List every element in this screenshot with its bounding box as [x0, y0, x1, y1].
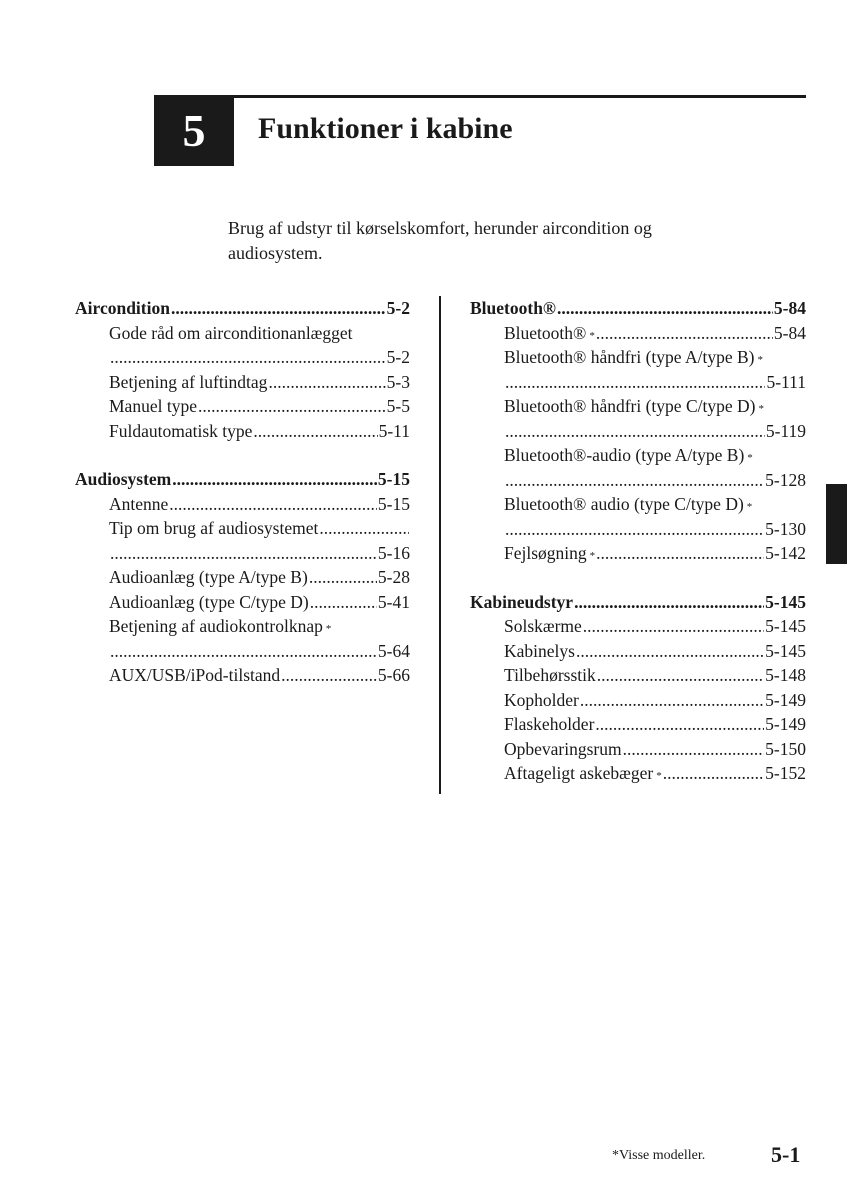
toc-entry-label: Manuel type	[109, 396, 197, 416]
toc-entry-label: Bluetooth® håndfri (type A/type B)	[504, 347, 755, 367]
dot-leader	[505, 468, 764, 493]
toc-section-bluetooth	[470, 296, 806, 566]
toc-left-column	[75, 296, 410, 712]
toc-page-ref: 5-3	[386, 371, 410, 392]
dot-leader	[110, 541, 377, 566]
dot-leader	[171, 296, 386, 321]
toc-entry-label: Opbevaringsrum	[504, 738, 622, 759]
toc-heading[interactable]	[75, 296, 410, 321]
toc-entry-label: Kopholder	[504, 689, 579, 710]
toc-entry[interactable]	[75, 541, 410, 566]
dot-leader	[169, 492, 377, 517]
dot-leader	[576, 639, 764, 664]
chapter-title: Funktioner i kabine	[258, 112, 513, 145]
toc-page-ref: 5-119	[765, 420, 806, 441]
dot-leader	[198, 394, 386, 419]
toc-page-ref: 5-16	[377, 542, 410, 563]
toc-entry-label: Kabineudstyr	[470, 591, 574, 612]
column-divider	[439, 296, 441, 794]
toc-page-ref: 5-128	[765, 469, 806, 490]
toc-entry-label: Bluetooth®	[470, 298, 556, 318]
dot-leader	[663, 761, 764, 786]
dot-leader	[309, 565, 377, 590]
toc-entry[interactable]: Bluetooth® håndfri (type A/type B) *	[470, 345, 806, 370]
toc-right-column	[470, 296, 806, 810]
toc-page-ref: 5-130	[765, 518, 806, 539]
toc-entry-label: Solskærme	[504, 616, 582, 636]
dot-leader	[110, 639, 377, 664]
dot-leader	[505, 517, 764, 542]
toc-entry[interactable]	[75, 516, 410, 541]
dot-leader	[310, 590, 377, 615]
toc-entry[interactable]	[75, 345, 410, 370]
toc-entry[interactable]	[75, 590, 410, 615]
toc-entry-label: Audioanlæg (type C/type D)	[109, 591, 309, 612]
toc-entry-label: Audioanlæg (type A/type B)	[109, 567, 308, 587]
toc-entry[interactable]	[75, 492, 410, 517]
toc-entry[interactable]: Fejlsøgning * ..... 5-142	[470, 541, 806, 566]
chapter-number-box	[154, 95, 234, 166]
toc-entry[interactable]	[470, 663, 806, 688]
toc-entry[interactable]	[470, 712, 806, 737]
toc-entry[interactable]: Bluetooth® audio (type C/type D) *	[470, 492, 806, 517]
toc-page-ref: 5-145	[765, 591, 806, 612]
toc-page-ref: 5-84	[773, 298, 806, 318]
dot-leader	[596, 321, 773, 346]
toc-entry-label: Fuldautomatisk type	[109, 420, 253, 441]
dot-leader	[110, 345, 386, 370]
toc-entry-label: Tilbehørsstik	[504, 665, 596, 685]
toc-page-ref: 5-15	[377, 469, 410, 489]
toc-entry[interactable]: Aftageligt askebæger * ..... 5-152	[470, 761, 806, 786]
toc-entry[interactable]	[75, 321, 410, 346]
toc-entry-label: Bluetooth® audio (type C/type D)	[504, 494, 744, 514]
chapter-intro: Brug af udstyr til kørselskomfort, herunder aircondition og audiosystem.	[228, 218, 652, 263]
toc-page-ref: 5-145	[765, 616, 806, 636]
toc-entry[interactable]	[470, 517, 806, 542]
toc-page-ref: 5-2	[386, 347, 410, 367]
toc-entry[interactable]	[470, 737, 806, 762]
toc-page-ref: 5-66	[377, 665, 410, 685]
toc-page-ref: 5-64	[377, 640, 410, 661]
dot-leader	[319, 516, 409, 541]
toc-entry-label: Bluetooth®	[504, 322, 587, 343]
toc-page-ref: 5-152	[765, 763, 806, 783]
dot-leader	[580, 688, 764, 713]
toc-entry-label: AUX/USB/iPod-tilstand	[109, 665, 281, 685]
toc-page-ref: 5-149	[765, 689, 806, 710]
toc-entry[interactable]	[75, 419, 410, 444]
toc-page-ref: 5-145	[765, 640, 806, 661]
toc-entry[interactable]	[470, 419, 806, 444]
dot-leader	[595, 712, 764, 737]
toc-entry[interactable]: Bluetooth® håndfri (type C/type D) *	[470, 394, 806, 419]
top-rule	[154, 95, 806, 98]
chapter-number: 5	[182, 105, 206, 156]
toc-entry[interactable]	[75, 565, 410, 590]
toc-page-ref: 5-2	[386, 298, 410, 318]
toc-page-ref: 5-5	[386, 396, 410, 416]
toc-entry[interactable]	[470, 468, 806, 493]
toc-entry-label: Tip om brug af audiosystemet	[109, 518, 319, 538]
toc-entry-label: Fejlsøgning	[504, 543, 587, 563]
dot-leader	[505, 419, 765, 444]
toc-section-kabineudstyr	[470, 590, 806, 786]
toc-section-audiosystem	[75, 467, 410, 688]
toc-entry[interactable]	[470, 370, 806, 395]
dot-leader	[253, 419, 377, 444]
toc-entry-label: Bluetooth®-audio (type A/type B)	[504, 445, 745, 465]
toc-entry[interactable]	[75, 370, 410, 395]
toc-entry[interactable]	[75, 639, 410, 664]
toc-entry[interactable]: Betjening af audiokontrolknap *	[75, 614, 410, 639]
toc-entry-label: Audiosystem	[75, 469, 172, 489]
toc-entry[interactable]	[470, 688, 806, 713]
toc-entry-label: Aftageligt askebæger	[504, 763, 654, 783]
toc-page-ref: 5-84	[773, 322, 806, 343]
toc-page-ref: 5-148	[765, 665, 806, 685]
toc-page-ref: 5-15	[377, 493, 410, 514]
toc-entry-label: Antenne	[109, 493, 169, 514]
page-number: 5-1	[771, 1142, 801, 1167]
toc-entry[interactable]: Bluetooth®-audio (type A/type B) *	[470, 443, 806, 468]
dot-leader	[281, 663, 377, 688]
toc-page-ref: 5-111	[766, 371, 806, 392]
toc-entry-label: Kabinelys	[504, 640, 575, 661]
dot-leader	[574, 590, 764, 615]
dot-leader	[583, 614, 764, 639]
footnote: *Visse modeller.	[612, 1148, 706, 1163]
toc-heading[interactable]	[470, 590, 806, 615]
dot-leader	[505, 370, 765, 395]
toc-page-ref: 5-11	[378, 420, 410, 441]
dot-leader	[557, 296, 773, 321]
dot-leader	[623, 737, 765, 762]
dot-leader	[268, 370, 385, 395]
toc-page-ref: 5-142	[765, 543, 806, 563]
toc-entry-label: Betjening af luftindtag	[109, 371, 268, 392]
toc-page-ref: 5-150	[765, 738, 806, 759]
dot-leader	[596, 541, 764, 566]
toc-entry-label: Bluetooth® håndfri (type C/type D)	[504, 396, 756, 416]
toc-entry-label: Gode råd om airconditionanlægget	[109, 322, 353, 343]
toc-entry[interactable]	[470, 614, 806, 639]
dot-leader	[172, 467, 377, 492]
toc-page-ref: 5-28	[377, 567, 410, 587]
toc-heading[interactable]	[470, 296, 806, 321]
toc-page-ref: 5-149	[765, 714, 806, 734]
toc-entry[interactable]: Bluetooth® * ..... 5-84	[470, 321, 806, 346]
toc-heading[interactable]	[75, 467, 410, 492]
toc-entry[interactable]	[75, 394, 410, 419]
toc-page-ref: 5-41	[377, 591, 410, 612]
toc-entry-label: Aircondition	[75, 298, 170, 318]
toc-entry[interactable]	[75, 663, 410, 688]
toc-section-aircondition	[75, 296, 410, 443]
dot-leader	[597, 663, 764, 688]
toc-entry-label: Betjening af audiokontrolknap	[109, 616, 323, 636]
chapter-tab-marker	[826, 484, 847, 564]
toc-entry-label: Flaskeholder	[504, 714, 595, 734]
toc-entry[interactable]	[470, 639, 806, 664]
